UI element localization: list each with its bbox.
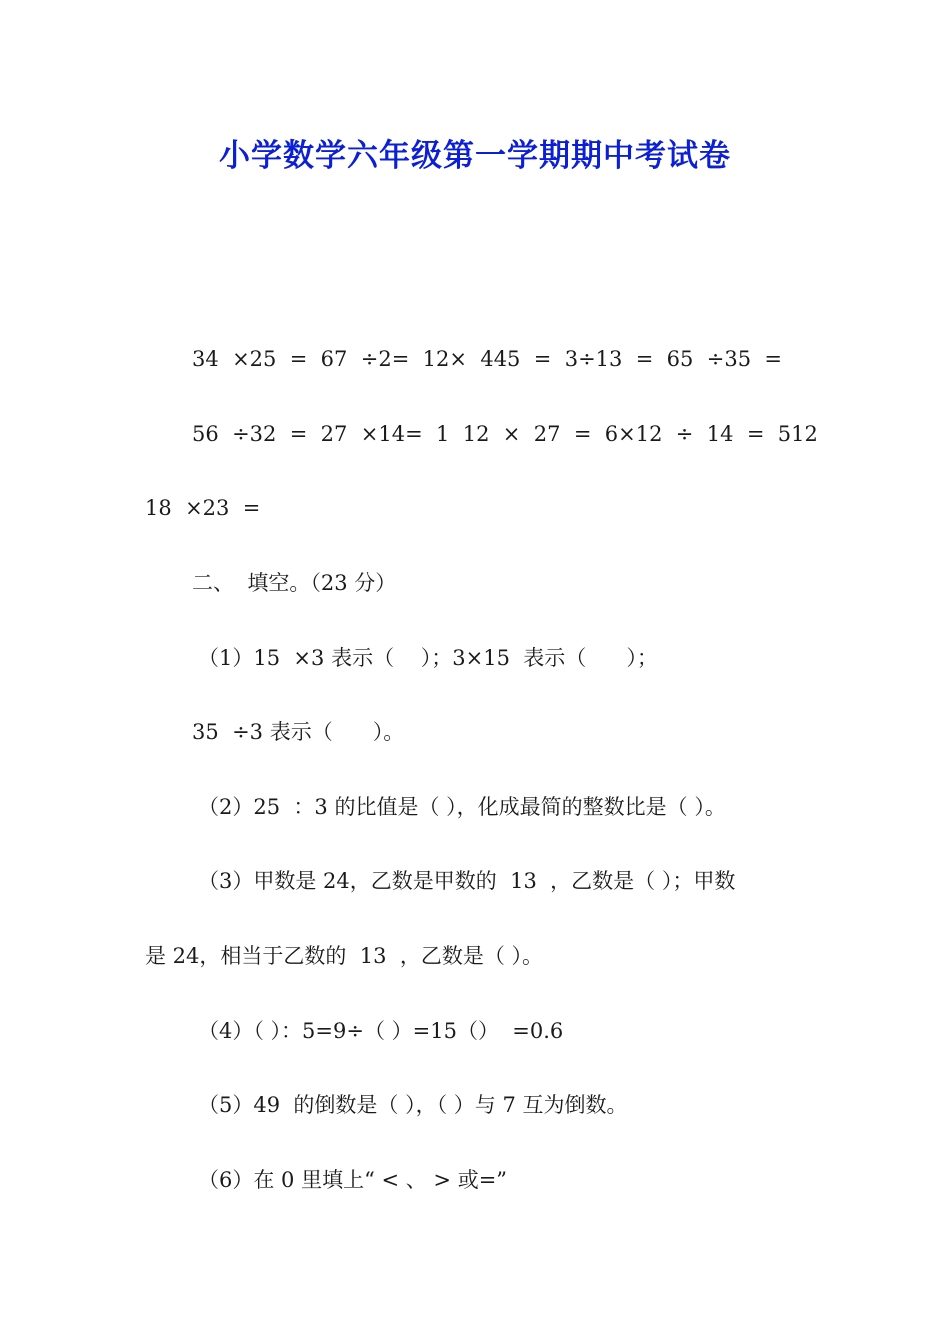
question-5: （5）49 的倒数是（ ），（ ）与 7 互为倒数。 [198, 1093, 628, 1117]
page-title: 小学数学六年级第一学期期中考试卷 [219, 138, 731, 174]
question-3a: （3）甲数是 24，乙数是甲数的 13 ，乙数是（ ）；甲数 [198, 869, 736, 893]
question-1a: （1）15 ×3 表示（ ）；3×15 表示（ ）； [198, 646, 658, 670]
question-2: （2）25 ：3 的比值是（ ），化成最简的整数比是（ ）。 [198, 795, 726, 819]
question-6: （6）在 0 里填上“ < 、 > 或=” [198, 1168, 508, 1192]
section-two-heading: 二、 填空。（23 分） [192, 571, 397, 595]
calc-line-1: 34 ×25 = 67 ÷2= 12× 445 = 3÷13 = 65 ÷35 = [192, 347, 783, 371]
question-4: （4）（ ）：5=9÷（ ）=15（） =0.6 [198, 1019, 564, 1043]
calc-line-2: 56 ÷32 = 27 ×14= 1 12 × 27 = 6×12 ÷ 14 = 512 [192, 422, 818, 446]
question-1b: 35 ÷3 表示（ ）。 [192, 720, 405, 744]
calc-line-3: 18 ×23 = [145, 496, 261, 520]
question-3b: 是 24，相当于乙数的 13 ，乙数是（ ）。 [145, 944, 543, 968]
